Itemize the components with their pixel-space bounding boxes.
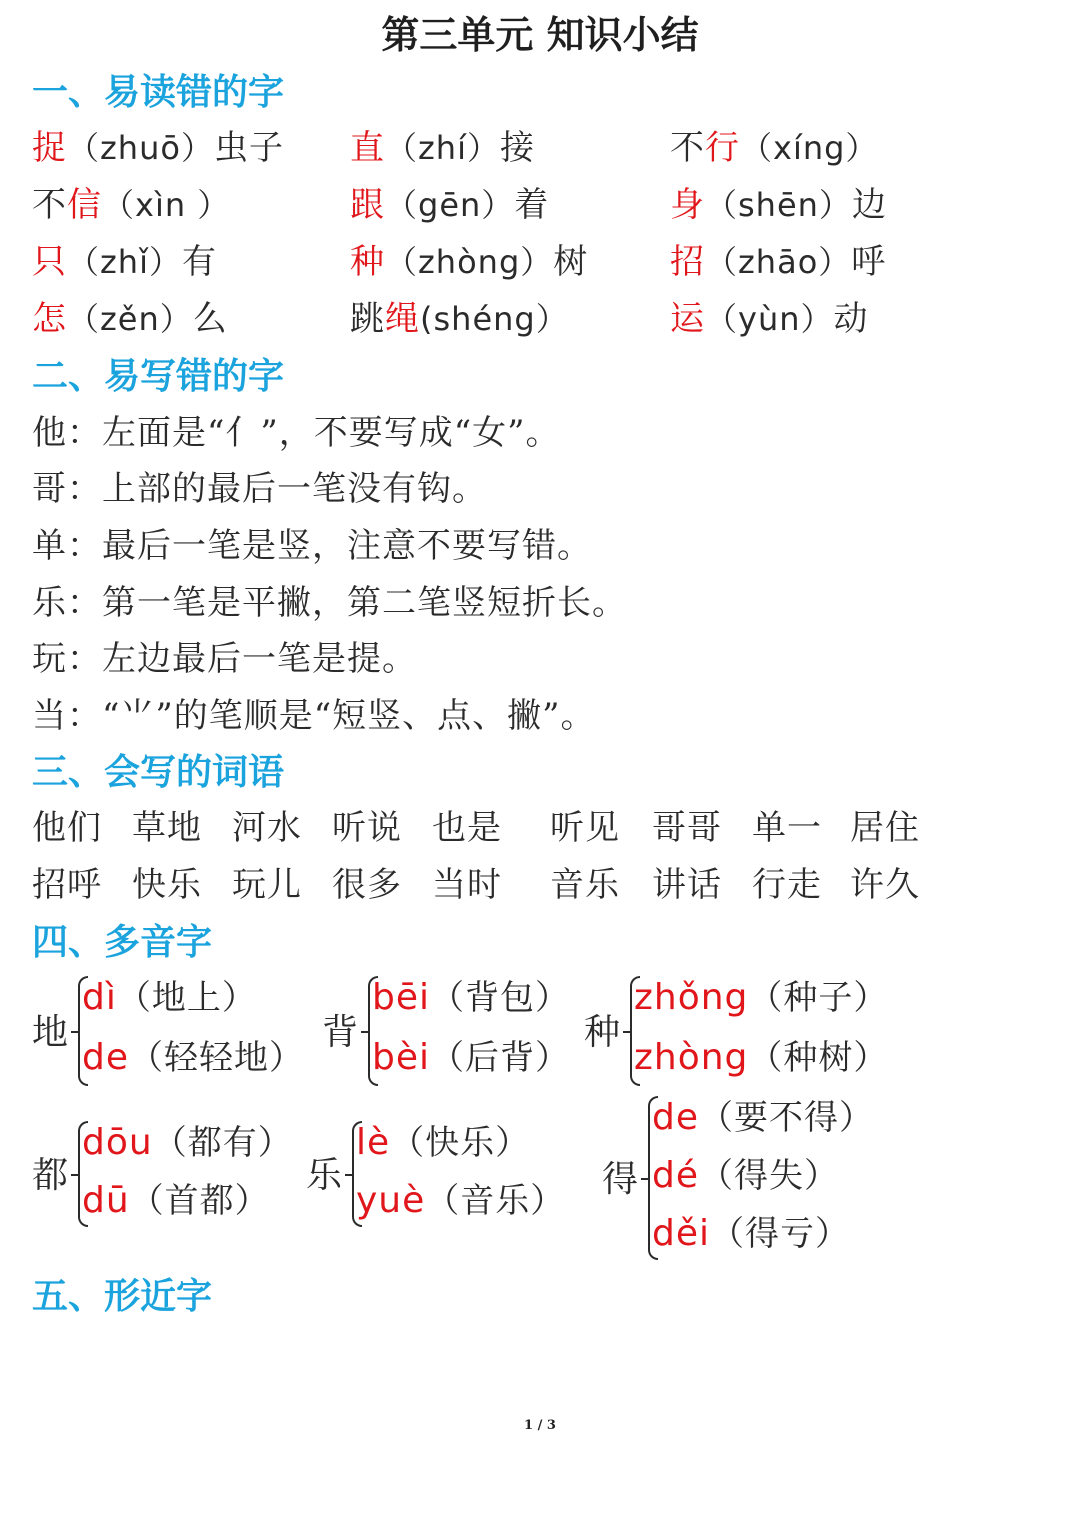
vocab-word: 很多 bbox=[332, 865, 402, 905]
vocab-word: 讲话 bbox=[652, 865, 722, 905]
target-character: 捉 bbox=[32, 128, 67, 168]
example-word: （背包） bbox=[430, 978, 571, 1018]
pinyin: de bbox=[652, 1097, 699, 1138]
misread-item bbox=[350, 291, 569, 340]
polyphone-reading bbox=[82, 970, 257, 1019]
word-part: 不 bbox=[670, 128, 705, 168]
polyphone-reading bbox=[652, 1090, 874, 1139]
pinyin: (shéng） bbox=[420, 300, 569, 338]
misread-item bbox=[32, 234, 217, 283]
pinyin: dū bbox=[82, 1180, 130, 1221]
writing-note-line: 当：“⺌”的笔顺是“短竖、点、撇”。 bbox=[32, 696, 596, 736]
vocab-word: 居住 bbox=[850, 808, 920, 848]
misread-item bbox=[670, 120, 878, 169]
word-part: 不 bbox=[32, 185, 67, 225]
vocab-word: 河水 bbox=[232, 808, 302, 848]
vocab-word: 单一 bbox=[752, 808, 822, 848]
target-character: 跟 bbox=[350, 185, 385, 225]
polyphone-character: 乐 bbox=[306, 1155, 344, 1196]
pinyin: （zhí） bbox=[385, 129, 500, 167]
pinyin: （zěn） bbox=[67, 300, 193, 338]
vocab-word: 听说 bbox=[332, 808, 402, 848]
vocab-word: 也是 bbox=[432, 808, 502, 848]
page-number: 1 / 3 bbox=[524, 1418, 556, 1433]
example-word: （种树） bbox=[748, 1038, 889, 1078]
polyphone-reading bbox=[634, 970, 888, 1019]
vocab-word: 草地 bbox=[132, 808, 202, 848]
misread-item bbox=[32, 291, 228, 340]
example-word: （地上） bbox=[116, 978, 257, 1018]
polyphone-character: 种 bbox=[584, 1012, 622, 1053]
polyphone-reading bbox=[356, 1173, 565, 1222]
misread-item bbox=[350, 177, 549, 226]
pinyin: （gēn） bbox=[385, 186, 515, 224]
word-part: 动 bbox=[833, 299, 869, 339]
vocab-word: 招呼 bbox=[32, 865, 102, 905]
misread-item bbox=[350, 234, 588, 283]
example-word: （得失） bbox=[699, 1156, 839, 1196]
example-word: （首都） bbox=[129, 1181, 270, 1221]
target-character: 信 bbox=[67, 185, 102, 225]
pinyin: （zhǐ） bbox=[67, 243, 182, 281]
target-character: 种 bbox=[350, 242, 385, 282]
pinyin: （zhòng） bbox=[385, 243, 554, 281]
word-part: 树 bbox=[553, 242, 589, 282]
polyphone-reading bbox=[652, 1148, 839, 1197]
polyphone-reading bbox=[372, 1030, 570, 1079]
pinyin: bèi bbox=[372, 1037, 431, 1078]
pinyin: （shēn） bbox=[705, 186, 852, 224]
section-heading-5: 五、形近字 bbox=[32, 1276, 213, 1317]
section-heading-3: 三、会写的词语 bbox=[32, 752, 285, 793]
pinyin: bēi bbox=[372, 977, 431, 1018]
polyphone-reading bbox=[356, 1115, 530, 1164]
word-part: 跳 bbox=[350, 299, 385, 339]
vocab-word: 音乐 bbox=[550, 865, 620, 905]
section-heading-2: 二、易写错的字 bbox=[32, 356, 285, 397]
example-word: （要不得） bbox=[699, 1098, 874, 1138]
vocab-word: 哥哥 bbox=[652, 808, 722, 848]
word-part: 虫子 bbox=[213, 128, 284, 168]
vocab-word: 快乐 bbox=[132, 865, 202, 905]
target-character: 绳 bbox=[385, 299, 420, 339]
pinyin: （zhuō） bbox=[67, 129, 214, 167]
pinyin: （yùn） bbox=[705, 300, 834, 338]
word-part: 边 bbox=[851, 185, 887, 225]
pinyin: dì bbox=[82, 977, 117, 1018]
pinyin: yuè bbox=[356, 1180, 426, 1221]
word-part: 有 bbox=[181, 242, 217, 282]
misread-item bbox=[350, 120, 535, 169]
page-title: 第三单元 知识小结 bbox=[381, 12, 699, 57]
pinyin: dé bbox=[652, 1155, 699, 1196]
writing-note-line: 哥：上部的最后一笔没有钩。 bbox=[32, 469, 487, 509]
example-word: （后背） bbox=[430, 1038, 571, 1078]
target-character: 直 bbox=[350, 128, 385, 168]
section-heading-4: 四、多音字 bbox=[32, 922, 213, 963]
polyphone-character: 得 bbox=[602, 1159, 640, 1200]
vocab-word: 他们 bbox=[32, 808, 102, 848]
pinyin: dōu bbox=[82, 1122, 153, 1163]
polyphone-reading bbox=[372, 970, 570, 1019]
target-character: 行 bbox=[705, 128, 740, 168]
target-character: 运 bbox=[670, 299, 705, 339]
pinyin: （zhāo） bbox=[705, 243, 852, 281]
writing-note-line: 乐：第一笔是平撇，第二笔竖短折长。 bbox=[32, 583, 627, 623]
target-character: 身 bbox=[670, 185, 705, 225]
example-word: （轻轻地） bbox=[129, 1038, 304, 1078]
vocab-word: 听见 bbox=[550, 808, 620, 848]
example-word: （快乐） bbox=[390, 1123, 531, 1163]
vocab-word: 许久 bbox=[850, 865, 920, 905]
word-part: 着 bbox=[514, 185, 550, 225]
pinyin: lè bbox=[356, 1122, 391, 1163]
example-word: （得亏） bbox=[710, 1214, 851, 1254]
target-character: 只 bbox=[32, 242, 67, 282]
vocab-word: 玩儿 bbox=[232, 865, 302, 905]
example-word: （种子） bbox=[748, 978, 889, 1018]
word-part: 么 bbox=[192, 299, 228, 339]
polyphone-character: 背 bbox=[322, 1012, 360, 1053]
misread-item bbox=[670, 291, 869, 340]
example-word: （音乐） bbox=[425, 1181, 566, 1221]
pinyin: zhòng bbox=[634, 1037, 749, 1078]
polyphone-character: 地 bbox=[32, 1012, 70, 1053]
word-part: 呼 bbox=[851, 242, 887, 282]
writing-note-line: 他：左面是“亻”，不要写成“女”。 bbox=[32, 413, 561, 453]
misread-item bbox=[32, 120, 284, 169]
misread-item bbox=[670, 177, 887, 226]
polyphone-reading bbox=[82, 1115, 293, 1164]
section-heading-1: 一、易读错的字 bbox=[32, 72, 285, 113]
writing-note-line: 单：最后一笔是竖，注意不要写错。 bbox=[32, 526, 592, 566]
polyphone-reading bbox=[82, 1173, 270, 1222]
pinyin: （xíng） bbox=[740, 129, 879, 167]
misread-item bbox=[32, 177, 230, 226]
pinyin: děi bbox=[652, 1213, 711, 1254]
target-character: 怎 bbox=[32, 299, 67, 339]
misread-item bbox=[670, 234, 886, 283]
writing-note-line: 玩：左边最后一笔是提。 bbox=[32, 639, 417, 679]
word-part: 接 bbox=[499, 128, 535, 168]
example-word: （都有） bbox=[152, 1123, 293, 1163]
polyphone-reading bbox=[634, 1030, 888, 1079]
vocab-word: 当时 bbox=[432, 865, 502, 905]
target-character: 招 bbox=[670, 242, 705, 282]
pinyin: zhǒng bbox=[634, 977, 749, 1018]
polyphone-reading bbox=[82, 1030, 304, 1079]
pinyin: de bbox=[82, 1037, 129, 1078]
polyphone-reading bbox=[652, 1206, 850, 1255]
polyphone-character: 都 bbox=[32, 1155, 70, 1196]
vocab-word: 行走 bbox=[752, 865, 822, 905]
pinyin: （xìn ） bbox=[102, 186, 231, 224]
